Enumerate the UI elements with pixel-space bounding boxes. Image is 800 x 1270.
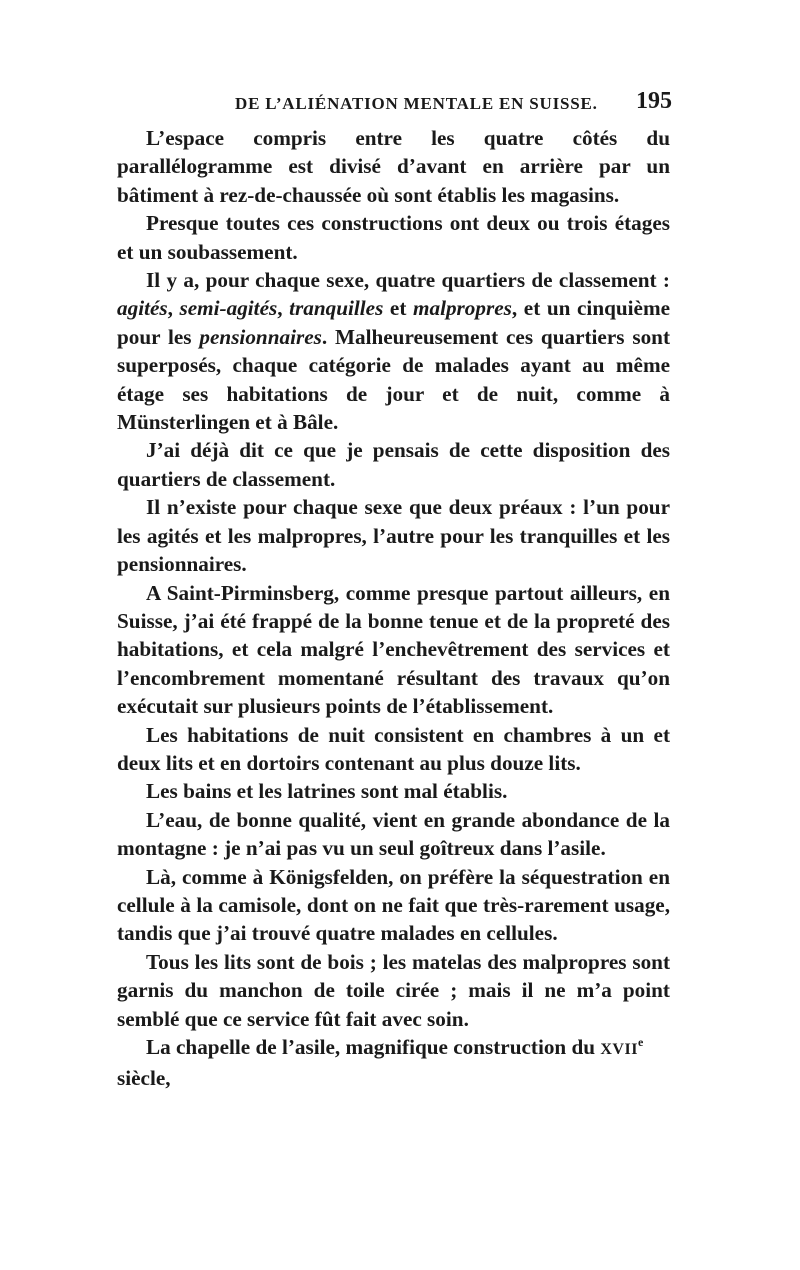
separator: , bbox=[167, 296, 180, 321]
paragraph: A Saint-Pirminsberg, comme presque partout ailleurs, en Suisse, j’ai été frappé de la bonne tenue et de la propreté des habitations, et cela malgré l’enchevêtrement des services et l’encombrement momentané résultant des travaux qu’on exécutait sur plusieurs points de l’établissement. bbox=[117, 580, 670, 719]
separator: , bbox=[277, 296, 290, 321]
century-superscript: e bbox=[637, 1034, 644, 1049]
paragraph: Presque toutes ces constructions ont deux ou trois étages et un soubassement. bbox=[117, 211, 670, 264]
paragraph: L’espace compris entre les quatre côtés du parallélogramme est divisé d’avant en arrière par un bâtiment à rez-de-chaussée où sont établis les magasins. bbox=[117, 126, 670, 207]
paragraph-rest: . Malheureusement ces quartiers sont superposés, chaque catégorie de malades ayant au même étage ses habitations de jour et de nuit, comme à Münsterlingen et à Bâle. bbox=[117, 324, 671, 435]
paragraph-chapelle bbox=[117, 1033, 670, 1093]
paragraph-before: La chapelle de l’asile, magnifique construction du bbox=[146, 1035, 601, 1059]
category-tranquilles: tranquilles bbox=[289, 296, 384, 321]
paragraph-intro: Il y a, pour chaque sexe, quatre quartiers de classement : bbox=[146, 268, 670, 293]
paragraph: Les habitations de nuit consistent en chambres à un et deux lits et en dortoirs contenant au plus douze lits. bbox=[117, 722, 670, 775]
page-header bbox=[117, 88, 672, 124]
paragraph: J’ai déjà dit ce que je pensais de cette disposition des quartiers de classement. bbox=[117, 438, 670, 491]
paragraph: L’eau, de bonne qualité, vient en grande abondance de la montagne : je n’ai pas vu un seul goîtreux dans l’asile. bbox=[117, 807, 670, 861]
category-pensionnaires: pensionnaires bbox=[199, 324, 322, 349]
paragraph-middle: , et un cinquième pour les bbox=[117, 296, 671, 349]
page-number: 195 bbox=[636, 88, 672, 114]
conjunction: et bbox=[383, 296, 413, 321]
category-malpropres: malpropres bbox=[413, 296, 512, 321]
running-title: DE L’ALIÉNATION MENTALE EN SUISSE. bbox=[235, 94, 598, 113]
category-agites: agités bbox=[117, 296, 168, 321]
body-text bbox=[117, 124, 670, 1093]
paragraph-classification bbox=[117, 266, 670, 436]
paragraph-after: siècle, bbox=[117, 1066, 171, 1091]
paragraph: Là, comme à Königsfelden, on préfère la séquestration en cellule à la camisole, dont on ne fait que très-rarement usage, tandis que j’ai trouvé quatre malades en cellules. bbox=[117, 864, 670, 946]
century-numeral: XVII bbox=[600, 1041, 638, 1058]
paragraph: Il n’existe pour chaque sexe que deux préaux : l’un pour les agités et les malpropres, l’autre pour les tranquilles et les pensionnaires. bbox=[117, 495, 670, 577]
paragraph: Les bains et les latrines sont mal établis. bbox=[146, 779, 508, 804]
category-semi-agites: semi-agités bbox=[179, 296, 278, 321]
paragraph: Tous les lits sont de bois ; les matelas des malpropres sont garnis du manchon de toile cirée ; mais il ne m’a point semblé que ce service fût fait avec soin. bbox=[117, 949, 670, 1031]
